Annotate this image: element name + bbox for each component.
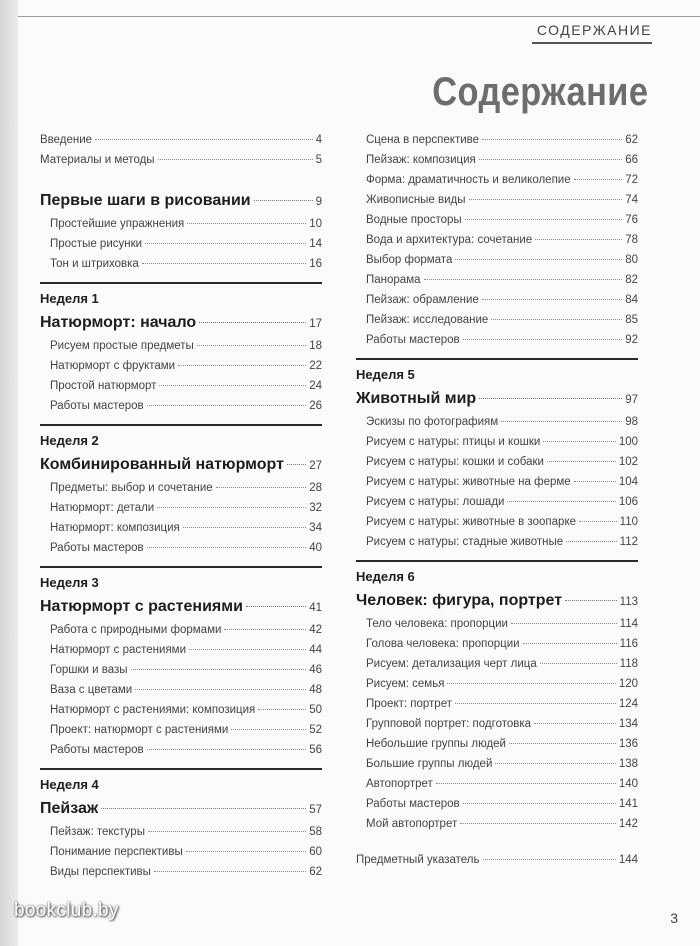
toc-entry-page: 24 — [309, 380, 322, 392]
toc-entry[interactable] — [356, 432, 638, 452]
toc-entry[interactable] — [356, 614, 638, 634]
week-label: Неделя 1 — [40, 291, 99, 306]
toc-entry-title: Живописные виды — [366, 194, 466, 206]
leader-dots — [187, 223, 306, 224]
toc-chapter-week5[interactable] — [356, 386, 638, 412]
chapter-page: 57 — [309, 804, 322, 816]
chapter-page: 17 — [309, 318, 322, 330]
toc-entry-title: Проект: портрет — [366, 698, 452, 710]
toc-entry-page: 58 — [309, 826, 322, 838]
chapter-title: Человек: фигура, портрет — [356, 592, 563, 609]
toc-entry-page: 100 — [618, 436, 638, 448]
toc-entry-title: Материалы и методы — [40, 154, 155, 166]
toc-entry[interactable] — [356, 694, 638, 714]
toc-entry-title: Автопортрет — [366, 778, 433, 790]
toc-entry-page: 134 — [618, 718, 638, 730]
toc-entry-page: 78 — [625, 234, 638, 246]
toc-entry-title: Натюрморт: композиция — [50, 522, 180, 534]
toc-entry-title: Форма: драматичность и великолепие — [366, 174, 571, 186]
leader-dots — [224, 629, 306, 630]
toc-entry-page: 76 — [625, 214, 638, 226]
toc-entry[interactable] — [356, 130, 638, 150]
toc-entry-page: 110 — [619, 516, 638, 528]
section-rule — [40, 282, 322, 284]
leader-dots — [523, 643, 617, 644]
toc-entry[interactable] — [356, 794, 638, 814]
toc-entry[interactable] — [356, 814, 638, 834]
toc-entry[interactable] — [356, 230, 638, 250]
leader-dots — [491, 319, 622, 320]
toc-entry[interactable] — [356, 532, 638, 552]
toc-entry-page: 22 — [309, 360, 322, 372]
toc-entry-page: 144 — [618, 854, 638, 866]
toc-entry-title: Рисуем: семья — [366, 678, 445, 690]
leader-dots — [231, 729, 306, 730]
toc-entry-page: 66 — [625, 154, 638, 166]
toc-entry-title: Предметы: выбор и сочетание — [50, 482, 213, 494]
toc-entry-page: 42 — [309, 624, 322, 636]
chapter-title: Комбинированный натюрморт — [40, 456, 284, 473]
toc-entry[interactable] — [356, 170, 638, 190]
toc-entry[interactable] — [356, 734, 638, 754]
leader-dots — [495, 763, 615, 764]
toc-entry-page: 5 — [315, 154, 322, 166]
toc-entry-index[interactable] — [356, 850, 638, 870]
leader-dots — [147, 547, 307, 548]
toc-entry-page: 16 — [309, 258, 322, 270]
toc-entry-page: 84 — [625, 294, 638, 306]
toc-entry-page: 60 — [309, 846, 322, 858]
toc-entry[interactable] — [40, 214, 322, 234]
toc-entry-page: 138 — [618, 758, 638, 770]
toc-entry[interactable] — [356, 492, 638, 512]
leader-dots — [566, 541, 616, 542]
toc-entry-page: 10 — [309, 218, 322, 230]
running-header-underline — [532, 42, 652, 44]
toc-entry-page: 46 — [309, 664, 322, 676]
chapter-title: Натюрморт: начало — [40, 314, 197, 331]
toc-entry[interactable] — [40, 498, 322, 518]
toc-chapter-week1[interactable] — [40, 310, 322, 336]
leader-dots — [460, 823, 616, 824]
toc-entry-title: Большие группы людей — [366, 758, 493, 770]
section-rule — [40, 566, 322, 568]
leader-dots — [95, 139, 313, 140]
toc-entry-title: Рисуем с натуры: лошади — [366, 496, 505, 508]
toc-entry-page: 102 — [618, 456, 638, 468]
toc-entry[interactable] — [356, 190, 638, 210]
toc-entry-page: 120 — [618, 678, 638, 690]
toc-entry-title: Работы мастеров — [50, 744, 144, 756]
toc-entry-title: Работы мастеров — [50, 400, 144, 412]
toc-entry-title: Простые рисунки — [50, 238, 143, 250]
toc-right-column — [356, 130, 638, 870]
chapter-page: 9 — [315, 196, 322, 208]
toc-entry[interactable] — [40, 356, 322, 376]
chapter-page: 97 — [625, 394, 638, 406]
chapter-title: Животный мир — [356, 390, 477, 407]
toc-entry-page: 74 — [625, 194, 638, 206]
toc-entry-page: 48 — [309, 684, 322, 696]
toc-entry-title: Натюрморт с растениями — [50, 644, 186, 656]
toc-entry-title: Мой автопортрет — [366, 818, 458, 830]
toc-entry-page: 98 — [625, 416, 638, 428]
toc-entry[interactable] — [356, 754, 638, 774]
toc-entry-title: Работа с природными формами — [50, 624, 222, 636]
toc-entry-title: Рисуем с натуры: кошки и собаки — [366, 456, 544, 468]
leader-dots — [511, 623, 617, 624]
toc-entry-title: Рисуем: детализация черт лица — [366, 658, 537, 670]
toc-entry-title: Голова человека: пропорции — [366, 638, 520, 650]
toc-entry-page: 62 — [625, 134, 638, 146]
toc-entry-title: Проект: натюрморт с растениями — [50, 724, 229, 736]
toc-entry[interactable] — [40, 234, 322, 254]
chapter-page: 27 — [309, 460, 322, 472]
toc-entry-page: 56 — [309, 744, 322, 756]
toc-entry[interactable] — [356, 210, 638, 230]
toc-entry-page: 34 — [309, 522, 322, 534]
toc-left-column — [40, 130, 322, 882]
toc-entry-title: Эскизы по фотографиям — [366, 416, 499, 428]
toc-entry[interactable] — [356, 714, 638, 734]
leader-dots — [147, 749, 307, 750]
toc-entry[interactable] — [356, 774, 638, 794]
toc-entry[interactable] — [356, 634, 638, 654]
toc-entry-title: Натюрморт: детали — [50, 502, 155, 514]
leader-dots — [507, 501, 615, 502]
toc-entry-title: Водные просторы — [366, 214, 462, 226]
leader-dots — [436, 783, 616, 784]
chapter-title: Пейзаж — [40, 800, 99, 817]
toc-entry[interactable] — [40, 538, 322, 558]
toc-entry-title: Пейзаж: исследование — [366, 314, 489, 326]
toc-entry-page: 62 — [309, 866, 322, 878]
week-label: Неделя 2 — [40, 433, 99, 448]
toc-entry[interactable] — [356, 674, 638, 694]
toc-entry-page: 32 — [309, 502, 322, 514]
toc-entry-title: Панорама — [366, 274, 421, 286]
toc-entry-page: 112 — [619, 536, 638, 548]
toc-entry-page: 140 — [618, 778, 638, 790]
toc-entry-title: Натюрморт с фруктами — [50, 360, 176, 372]
chapter-page: 113 — [619, 596, 638, 608]
toc-entry-title: Введение — [40, 134, 93, 146]
week-label: Неделя 6 — [356, 569, 415, 584]
toc-entry-page: 28 — [309, 482, 322, 494]
toc-entry-page: 92 — [625, 334, 638, 346]
toc-entry[interactable] — [356, 412, 638, 432]
toc-entry-title: Рисуем с натуры: стадные животные — [366, 536, 564, 548]
toc-entry-page: 18 — [309, 340, 322, 352]
leader-dots — [479, 398, 622, 399]
leader-dots — [455, 703, 616, 704]
toc-entry-title: Групповой портрет: подготовка — [366, 718, 532, 730]
leader-dots — [534, 723, 616, 724]
chapter-title: Первые шаги в рисовании — [40, 192, 251, 209]
leader-dots — [246, 606, 306, 607]
toc-entry-materials[interactable] — [40, 150, 322, 170]
toc-entry[interactable] — [356, 310, 638, 330]
leader-dots — [574, 481, 616, 482]
toc-entry[interactable] — [40, 822, 322, 842]
page-number: 3 — [670, 910, 678, 926]
toc-entry-page: 136 — [618, 738, 638, 750]
leader-dots — [424, 279, 623, 280]
leader-dots — [469, 199, 623, 200]
toc-entry[interactable] — [356, 654, 638, 674]
toc-entry-title: Сцена в перспективе — [366, 134, 480, 146]
leader-dots — [565, 600, 617, 601]
toc-entry-title: Небольшие группы людей — [366, 738, 506, 750]
toc-entry-title: Ваза с цветами — [50, 684, 133, 696]
leader-dots — [501, 421, 622, 422]
toc-entry[interactable] — [356, 472, 638, 492]
week-label: Неделя 5 — [356, 367, 415, 382]
leader-dots — [142, 263, 306, 264]
leader-dots — [447, 683, 615, 684]
toc-chapter-week2[interactable] — [40, 452, 322, 478]
leader-dots — [199, 322, 306, 323]
toc-entry-title: Горшки и вазы — [50, 664, 128, 676]
toc-entry-title: Рисуем с натуры: животные на ферме — [366, 476, 571, 488]
toc-entry[interactable] — [356, 270, 638, 290]
toc-entry-title: Натюрморт с растениями: композиция — [50, 704, 256, 716]
toc-entry-intro[interactable] — [40, 130, 322, 150]
toc-entry-page: 106 — [618, 496, 638, 508]
toc-entry[interactable] — [356, 512, 638, 532]
page-gutter — [0, 0, 18, 946]
toc-entry-page: 14 — [309, 238, 322, 250]
running-header: СОДЕРЖАНИЕ — [536, 22, 652, 38]
toc-entry-page: 104 — [618, 476, 638, 488]
week-label: Неделя 4 — [40, 777, 99, 792]
toc-entry-title: Пейзаж: композиция — [366, 154, 476, 166]
toc-entry-title: Работы мастеров — [366, 798, 460, 810]
leader-dots — [157, 507, 306, 508]
toc-entry[interactable] — [40, 254, 322, 274]
toc-entry-title: Тон и штриховка — [50, 258, 139, 270]
toc-entry-page: 124 — [618, 698, 638, 710]
leader-dots — [135, 689, 306, 690]
leader-dots — [197, 345, 306, 346]
toc-entry-title: Рисуем с натуры: птицы и кошки — [366, 436, 541, 448]
toc-entry[interactable] — [356, 452, 638, 472]
leader-dots — [482, 299, 622, 300]
toc-entry-title: Предметный указатель — [356, 854, 480, 866]
leader-dots — [463, 339, 623, 340]
toc-entry-title: Тело человека: пропорции — [366, 618, 508, 630]
toc-entry-page: 52 — [309, 724, 322, 736]
leader-dots — [147, 405, 307, 406]
leader-dots — [579, 521, 617, 522]
leader-dots — [178, 365, 306, 366]
toc-entry[interactable] — [40, 640, 322, 660]
toc-entry-title: Простейшие упражнения — [50, 218, 185, 230]
toc-entry[interactable] — [40, 478, 322, 498]
leader-dots — [543, 441, 616, 442]
leader-dots — [158, 159, 313, 160]
toc-entry-page: 85 — [625, 314, 638, 326]
toc-chapter-week6[interactable] — [356, 588, 638, 614]
leader-dots — [148, 831, 306, 832]
toc-entry[interactable] — [356, 250, 638, 270]
leader-dots — [479, 159, 622, 160]
toc-entry[interactable] — [40, 720, 322, 740]
leader-dots — [547, 461, 616, 462]
toc-entry-page: 118 — [619, 658, 638, 670]
toc-entry-page: 26 — [309, 400, 322, 412]
toc-entry-title: Понимание перспективы — [50, 846, 183, 858]
chapter-page: 41 — [309, 602, 322, 614]
toc-entry[interactable] — [40, 518, 322, 538]
toc-entry-page: 142 — [618, 818, 638, 830]
leader-dots — [216, 487, 307, 488]
leader-dots — [535, 239, 622, 240]
toc-entry[interactable] — [40, 842, 322, 862]
toc-entry-page: 40 — [309, 542, 322, 554]
toc-entry-title: Вода и архитектура: сочетание — [366, 234, 533, 246]
leader-dots — [131, 669, 307, 670]
leader-dots — [509, 743, 616, 744]
toc-entry[interactable] — [356, 290, 638, 310]
toc-entry-page: 50 — [309, 704, 322, 716]
leader-dots — [482, 139, 622, 140]
toc-entry-page: 116 — [619, 638, 638, 650]
week-label: Неделя 3 — [40, 575, 99, 590]
toc-entry[interactable] — [40, 740, 322, 760]
toc-entry-title: Простой натюрморт — [50, 380, 157, 392]
toc-entry-page: 141 — [618, 798, 638, 810]
toc-entry-page: 4 — [315, 134, 322, 146]
toc-entry-title: Рисуем с натуры: животные в зоопарке — [366, 516, 576, 528]
leader-dots — [183, 527, 306, 528]
leader-dots — [455, 259, 622, 260]
toc-entry-title: Рисуем простые предметы — [50, 340, 194, 352]
toc-entry-title: Пейзаж: обрамление — [366, 294, 479, 306]
section-rule — [40, 424, 322, 426]
page-title: Содержание — [431, 70, 648, 114]
leader-dots — [540, 663, 617, 664]
section-rule — [356, 560, 638, 562]
header-rule — [18, 16, 700, 17]
leader-dots — [287, 464, 306, 465]
toc-entry[interactable] — [40, 376, 322, 396]
toc-entry-title: Выбор формата — [366, 254, 453, 266]
toc-entry[interactable] — [40, 660, 322, 680]
toc-entry-title: Виды перспективы — [50, 866, 151, 878]
leader-dots — [159, 385, 306, 386]
leader-dots — [145, 243, 306, 244]
toc-entry-page: 44 — [309, 644, 322, 656]
leader-dots — [465, 219, 623, 220]
toc-entry[interactable] — [40, 680, 322, 700]
toc-entry[interactable] — [40, 336, 322, 356]
section-rule — [356, 358, 638, 360]
leader-dots — [483, 859, 616, 860]
toc-chapter-first-steps[interactable] — [40, 188, 322, 214]
section-rule — [40, 768, 322, 770]
toc-entry-page: 82 — [625, 274, 638, 286]
toc-entry-title: Пейзаж: текстуры — [50, 826, 145, 838]
toc-entry-title: Работы мастеров — [366, 334, 460, 346]
toc-entry[interactable] — [356, 150, 638, 170]
toc-entry-page: 80 — [625, 254, 638, 266]
leader-dots — [574, 179, 623, 180]
toc-entry[interactable] — [40, 396, 322, 416]
leader-dots — [186, 851, 306, 852]
leader-dots — [254, 200, 313, 201]
leader-dots — [258, 709, 306, 710]
leader-dots — [189, 649, 306, 650]
toc-entry[interactable] — [40, 700, 322, 720]
toc-entry-page: 72 — [625, 174, 638, 186]
watermark-logo: bookclub.by — [14, 900, 119, 921]
toc-entry[interactable] — [40, 620, 322, 640]
toc-chapter-week4[interactable] — [40, 796, 322, 822]
leader-dots — [101, 808, 306, 809]
toc-entry[interactable] — [40, 862, 322, 882]
toc-entry[interactable] — [356, 330, 638, 350]
toc-entry-page: 114 — [619, 618, 638, 630]
toc-entry-title: Работы мастеров — [50, 542, 144, 554]
chapter-title: Натюрморт с растениями — [40, 598, 243, 615]
leader-dots — [154, 871, 306, 872]
toc-chapter-week3[interactable] — [40, 594, 322, 620]
leader-dots — [463, 803, 616, 804]
